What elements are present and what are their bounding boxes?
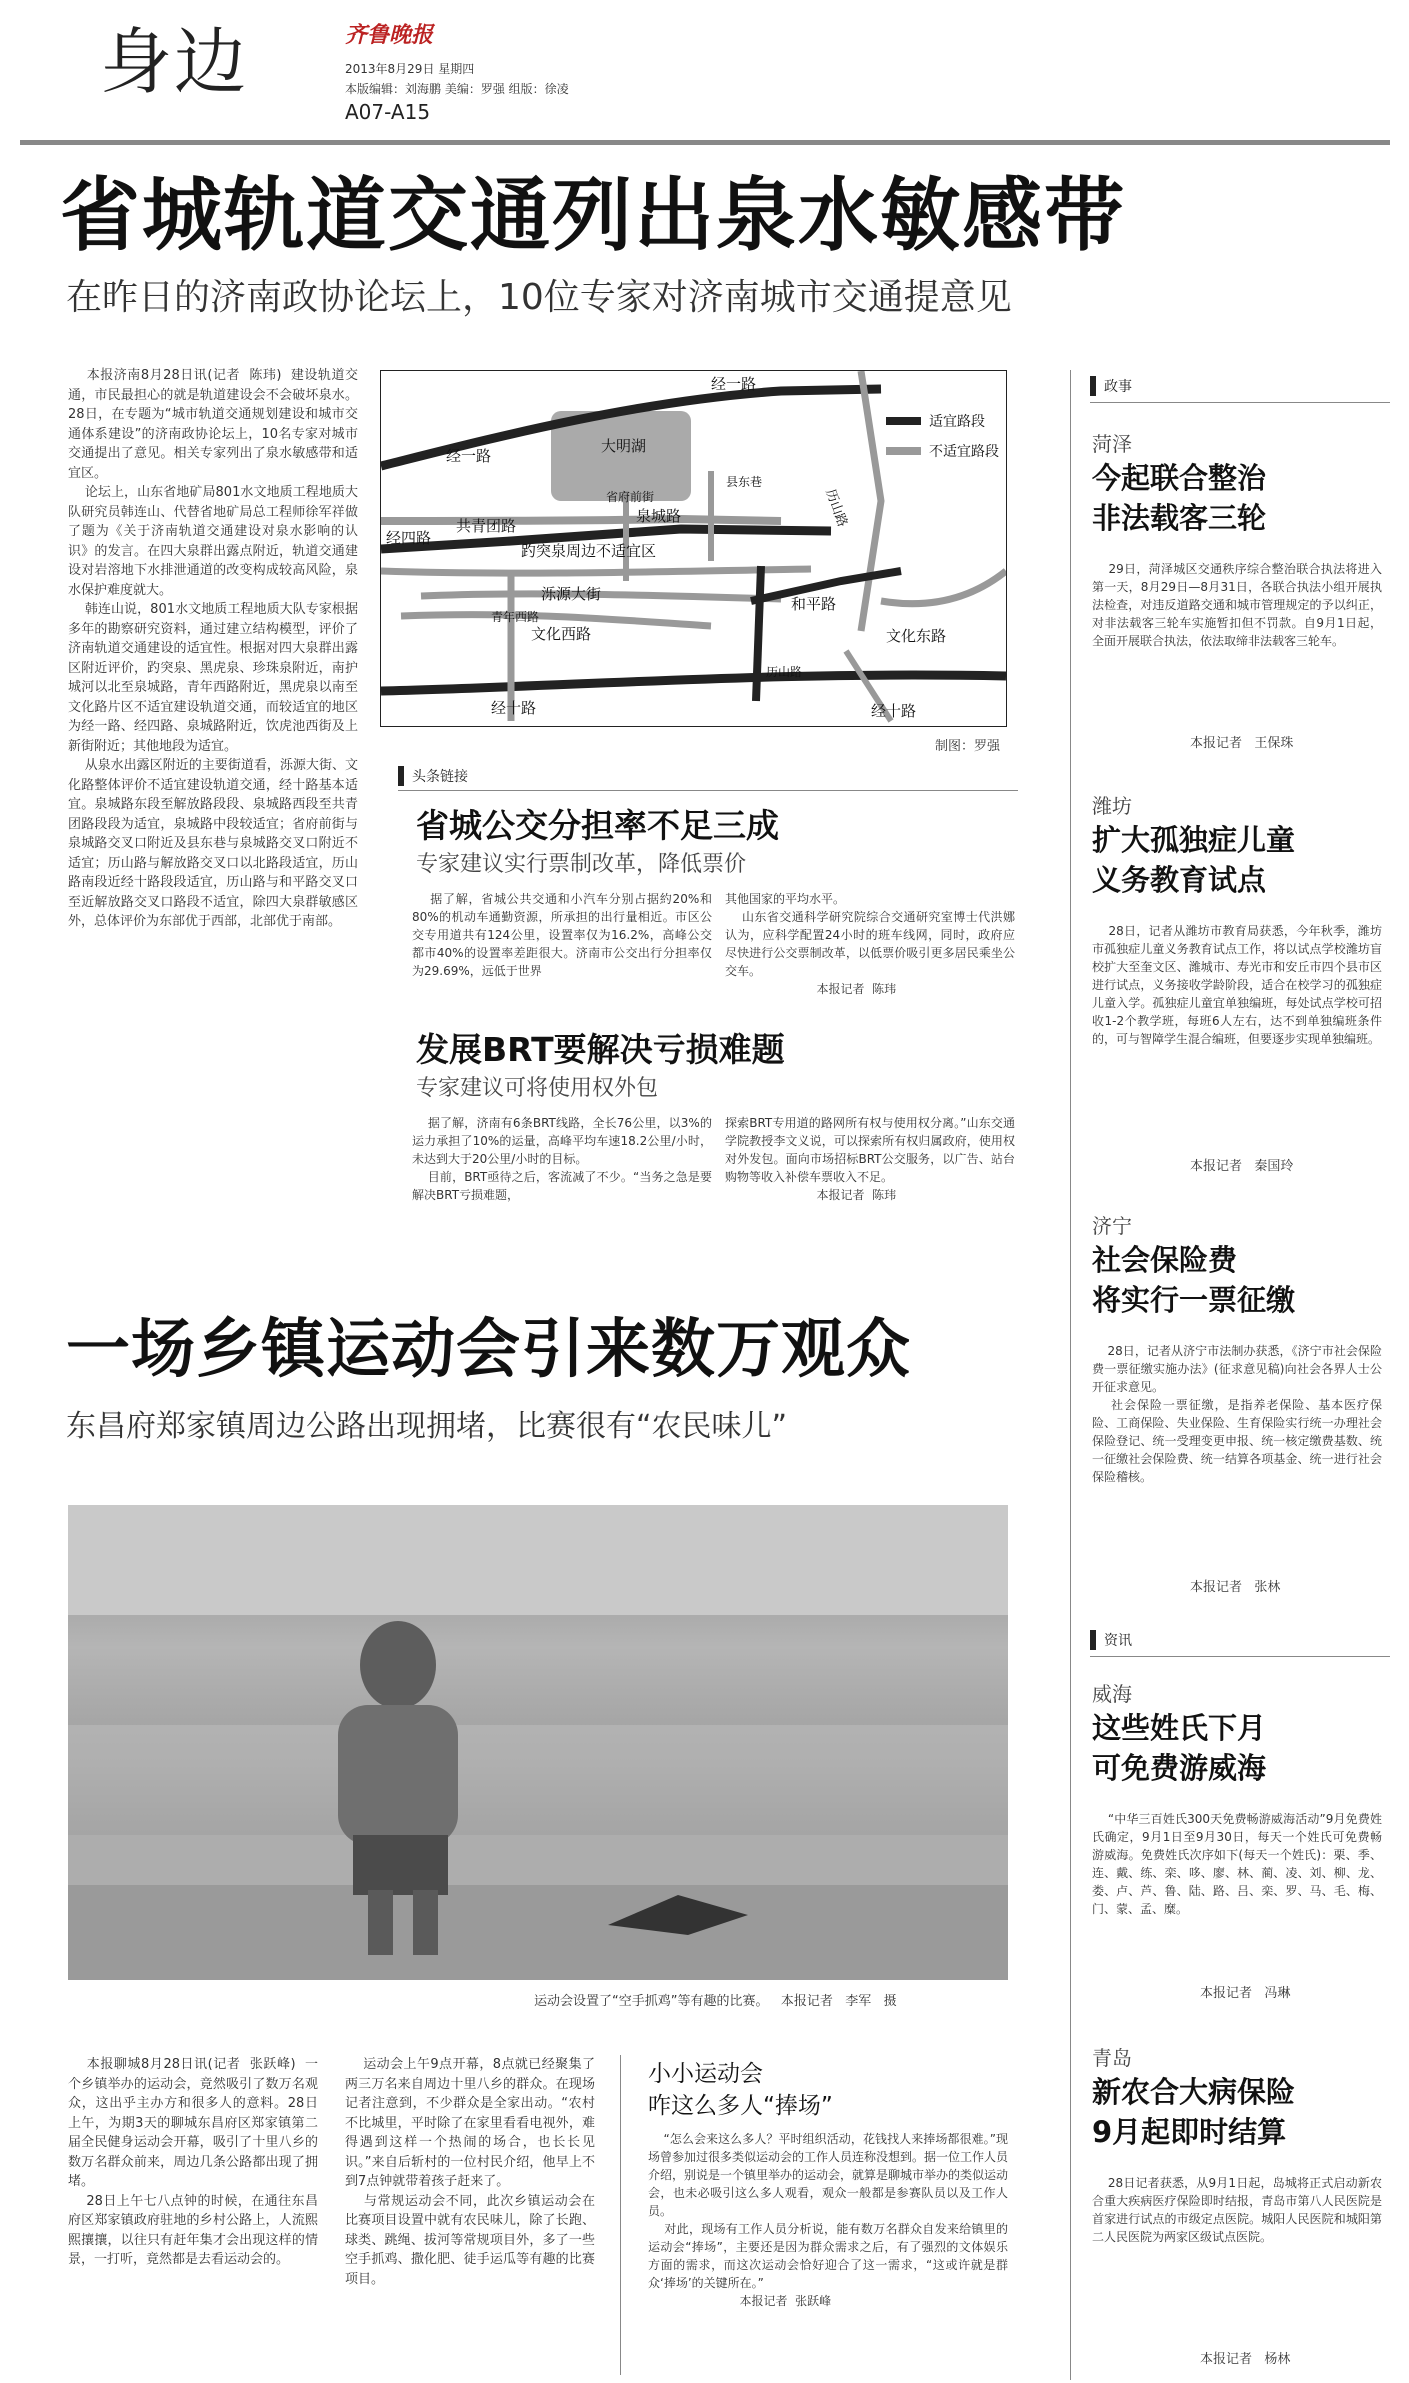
brief-body: 28日，记者从潍坊市教育局获悉，今年秋季，潍坊市孤独症儿童义务教育试点工作，将以试点学校潍坊盲校扩大至奎文区、潍城市、寿光市和安丘市四个县市区进行试点，义务接收学龄阶段，适合在校学习的孤独症儿童入学。孤独症儿童宜单独编班，每处试点学校可招收1-2个教学班，每班6人左右，达不到单独编班条件的，可与智障学生混合编班，但要逐步实现单独编班。 (1092, 924, 1382, 1046)
sidebar-tag-news: 资讯 (1090, 1630, 1132, 1650)
road-lishan (861, 371, 881, 631)
brief-byline: 本报记者 杨林 (1200, 2352, 1291, 2367)
sidebar-rule (1090, 1656, 1390, 1657)
issue-date: 2013年8月29日 星期四 (345, 62, 475, 76)
map-label: 共青团路 (456, 517, 517, 535)
link-subhead-2: 专家建议可将使用权外包 (416, 1076, 659, 1101)
map-label: 历山路 (766, 665, 803, 679)
map-label: 文化西路 (531, 625, 592, 643)
masthead-rule (20, 140, 1390, 145)
photo-man-body (338, 1705, 458, 1845)
link-headline-2: 发展BRT要解决亏损难题 (416, 1030, 785, 1069)
road-east (881, 571, 1006, 604)
map-svg (381, 371, 1006, 726)
sport-headline: 一场乡镇运动会引来数万观众 (66, 1313, 911, 1387)
map-label: 文化东路 (886, 627, 947, 645)
sport-body-col1: 本报聊城8月28日讯(记者 张跃峰) 一个乡镇举办的运动会，竟然吸引了数万名观众，这出乎主办方和很多人的意料。28日上午，为期3天的聊城东昌府区郑家镇第二届全民健身运动会开幕，吸引了十里八乡的数万名群众前来，周边几条公路都出现了拥堵。 28日上午七八点钟的时候，在通往东昌府区郑家镇政府驻地的乡村公路上，人流熙熙攘攘，以往只有赶年集才会出现这样的情景，一打听，竟然都是去看运动会的。 (68, 2057, 318, 2267)
brief-headline: 这些姓氏下月 可免费游威海 (1092, 1711, 1267, 1785)
page-range: A07-A15 (345, 100, 431, 124)
brief-city: 济宁 (1092, 1214, 1132, 1238)
map-label: 省府前街 (606, 490, 655, 504)
brief-byline: 本报记者 张林 (1190, 1580, 1281, 1595)
map-label: 县东巷 (726, 475, 763, 489)
brief-byline: 本报记者 冯琳 (1200, 1986, 1291, 2001)
editor-credits: 本版编辑：刘海鹏 美编：罗强 组版：徐凌 (345, 82, 569, 96)
brief-body: 29日，菏泽城区交通秩序综合整治联合执法将进入第一天，8月29日—8月31日，各联合执法小组开展执法检查，对违反道路交通和城市管理规定的予以纠正，对非法载客三轮车实施暂扣但不罚款。自9月1日起，全面开展联合执法，依法取缔非法载客三轮车。 (1092, 562, 1382, 648)
brief-headline: 扩大孤独症儿童 义务教育试点 (1092, 823, 1296, 897)
map-label: 经十路 (491, 699, 537, 717)
link-subhead-1: 专家建议实行票制改革，降低票价 (416, 852, 747, 877)
photo-svg (68, 1505, 1008, 1980)
transit-map (380, 370, 1007, 727)
sidebar-tag-politics: 政事 (1090, 376, 1132, 396)
brief-body: “中华三百姓氏300天免费畅游威海活动”9月免费姓氏确定，9月1日至9月30日，每天一个姓氏可免费畅游威海。免费姓氏次序如下(每天一个姓氏)：栗、季、连、戴、练、栾、哆、廖、林、蔺、凌、刘、柳、龙、娄、卢、芦、鲁、陆、路、吕、栾、罗、马、毛、梅、门、蒙、孟、糜。 (1092, 1812, 1382, 1916)
brief-headline: 新农合大病保险 9月起即时结算 (1092, 2075, 1296, 2149)
brief-headline: 社会保险费 将实行一票征缴 (1092, 1243, 1296, 1317)
link-body-1b: 其他国家的平均水平。 山东省交通科学研究院综合交通研究室博士代洪娜认为，应科学配置24小时的班车线网，同时，政府应尽快进行公交票制改革，以低票价吸引更多居民乘坐公交车。 本报记者 陈玮 (725, 892, 1015, 996)
link-top-rule (398, 790, 1018, 791)
map-label: 大明湖 (601, 437, 647, 455)
sport-photo (68, 1505, 1008, 1980)
brief-byline: 本报记者 秦国玲 (1190, 1159, 1294, 1174)
sidebar-rule (1090, 402, 1390, 403)
map-label: 历山路 (822, 487, 850, 530)
brief-body: 28日记者获悉，从9月1日起，岛城将正式启动新农合重大疾病医疗保险即时结报，青岛市第八人民医院是首家进行试点的市级定点医院。城阳人民医院和城阳第二人民医院为两家区级试点医院。 (1092, 2176, 1382, 2244)
link-body-2b: 探索BRT专用道的路网所有权与使用权分离。”山东交通学院教授李文义说，可以探索所有权归属政府，使用权对外发包。面向市场招标BRT公交服务，以广告、站台购物等收入补偿车票收入不足。 本报记者 陈玮 (725, 1116, 1015, 1202)
link-body-2a: 据了解，济南有6条BRT线路，全长76公里，以3%的运力承担了10%的运量，高峰平均车速18.2公里/小时，未达到大于20公里/小时的目标。 目前，BRT亟待之后，客流减了不少。“当务之急是要解决BRT亏损难题， (412, 1116, 712, 1202)
photo-sky (68, 1505, 1008, 1615)
map-label: 青年西路 (491, 610, 540, 624)
photo-net (68, 1725, 1008, 1885)
map-label: 经一路 (446, 447, 492, 465)
brief-city: 潍坊 (1092, 794, 1132, 818)
sport-divider (620, 2055, 621, 2375)
lead-subhead: 在昨日的济南政协论坛上，10位专家对济南城市交通提意见 (66, 277, 1012, 318)
road-jing10 (381, 675, 1006, 691)
photo-man-shorts (353, 1835, 448, 1895)
lead-body-column: 本报济南8月28日讯(记者 陈玮) 建设轨道交通，市民最担心的就是轨道建设会不会破坏泉水。28日，在专题为“城市轨道交通规划建设和城市交通体系建设”的济南政协论坛上，10名专家对城市交通提出了意见。相关专家列出了泉水敏感带和适宜区。 论坛上，山东省地矿局801水文地质工程地质大队研究员韩连山、代替省地矿局总工程师徐军祥做了题为《关于济南轨道交通建设对泉水影响的认识》的发言。在四大泉群出露点附近，轨道交通建设对岩溶地下水排泄通道的改变构成较高风险，泉水保护难度就大。 韩连山说，801水文地质工程地质大队专家根据多年的勘察研究资料，通过建立结构模型，评价了济南轨道交通建设的适宜性。根据对四大泉群出露区附近评价，趵突泉、黑虎泉、珍珠泉附近，南护城河以北至泉城路，青年西路附近，黑虎泉以南至文化路片区不适宜建设轨道交通，而较适宜的地区为经一路、经四路、泉城路附近，饮虎池西街及上新街附近；其他地段为适宜。 从泉水出露区附近的主要街道看，泺源大街、文化路整体评价不适宜建设轨道交通，经十路基本适宜。泉城路东段至解放路段段、泉城路西段至共青团路段段为适宜，泉城路中段较适宜；省府前街与泉城路交叉口附近及县东巷与泉城路交叉口附近不适宜；历山路与解放路交叉口以北路段适宜，历山路南段近经十路段段适宜，历山路与和平路交叉口至近解放路交叉口路段不适宜，除四大泉群敏感区外，总体评价为东部优于西部，北部优于南部。 (68, 368, 358, 929)
brief-byline: 本报记者 王保珠 (1190, 736, 1294, 751)
sport-body-col2: 运动会上午9点开幕，8点就已经聚集了两三万名来自周边十里八乡的群众。在现场记者注意到，不少群众是全家出动。“农村不比城里，平时除了在家里看看电视外，难得遇到这样一个热闹的场合，也长长见识。”来自后斩村的一位村民介绍，他早上不到7点钟就带着孩子赶来了。 与常规运动会不同，此次乡镇运动会在比赛项目设置中就有农民味儿，除了长跑、球类、跳绳、拔河等常规项目外，多了一些空手抓鸡、撒化肥、徒手运瓜等有趣的比赛项目。 (345, 2057, 595, 2287)
sidebar-divider (1070, 370, 1071, 2380)
lead-headline: 省城轨道交通列出泉水敏感带 (60, 169, 1126, 262)
map-label: 经四路 (386, 529, 432, 547)
map-label: 和平路 (791, 595, 837, 613)
sport-side-headline: 小小运动会 咋这么多人“捧场” (648, 2061, 833, 2119)
map-label: 泺源大街 (541, 585, 602, 603)
road-lishan-south (756, 566, 761, 701)
legend-unsuitable-label: 不适宜路段 (929, 444, 999, 460)
legend-suitable-label: 适宜路段 (929, 414, 985, 430)
link-headline-1: 省城公交分担率不足三成 (416, 806, 779, 845)
photo-man-leg (368, 1890, 393, 1955)
brief-city: 菏泽 (1092, 432, 1132, 456)
map-label: 经十路 (871, 702, 917, 720)
brief-body: 28日，记者从济宁市法制办获悉，《济宁市社会保险费一票征缴实施办法》(征求意见稿)向社会各界人士公开征求意见。 社会保险一票征缴，是指养老保险、基本医疗保险、工商保险、失业保险、生育保险实行统一办理社会保险登记、统一受理变更申报、统一核定缴费基数、统一征缴社会保险费、统一结算各项基金、统一进行社会保险稽核。 (1092, 1344, 1382, 1484)
map-label: 趵突泉周边不适宜区 (521, 542, 657, 560)
road-thin (381, 519, 781, 521)
section-title: 身边 (100, 20, 249, 104)
sport-subhead: 东昌府郑家镇周边公路出现拥堵，比赛很有“农民味儿” (66, 1409, 788, 1444)
map-label: 泉城路 (636, 507, 682, 525)
map-credit: 制图：罗强 (935, 739, 1001, 754)
brief-headline: 今起联合整治 非法载客三轮 (1092, 461, 1267, 535)
brief-city: 青岛 (1092, 2046, 1132, 2070)
link-body-1a: 据了解，省城公共交通和小汽车分别占据約20%和80%的机动车通勤资源，所承担的出行量相近。市区公交专用道共有124公里，设置率仅为16.2%，高峰公交都市40%的设置率差距很大。济南市公交出行分担率仅为29.69%，远低于世界 (412, 892, 712, 978)
sport-side-body: “怎么会来这么多人？平时组织活动，花钱找人来捧场都很难。”现场曾参加过很多类似运动会的工作人员连称没想到。据一位工作人员介绍，别说是一个镇里举办的运动会，就算是聊城市举办的类似运动会，也未必吸引这么多人观看，观众一般都是参赛队员以及工作人员。 对此，现场有工作人员分析说，能有数万名群众自发来给镇里的运动会“捧场”，主要还是因为群众需求之后，有了强烈的文体娱乐方面的需求，而这次运动会恰好迎合了这一需求，“这或许就是群众‘捧场’的关键所在。” 本报记者 张跃峰 (648, 2132, 1008, 2308)
photo-man-leg (413, 1890, 438, 1955)
brief-city: 威海 (1092, 1682, 1132, 1706)
link-tag: 头条链接 (398, 766, 468, 786)
photo-caption: 运动会设置了“空手抓鸡”等有趣的比赛。 本报记者 李军 摄 (534, 1994, 897, 2009)
map-label: 经一路 (711, 375, 757, 393)
photo-man-head (360, 1621, 436, 1709)
road-luoyuan (381, 569, 811, 573)
newspaper-logo: 齐鲁晚报 (345, 22, 434, 48)
